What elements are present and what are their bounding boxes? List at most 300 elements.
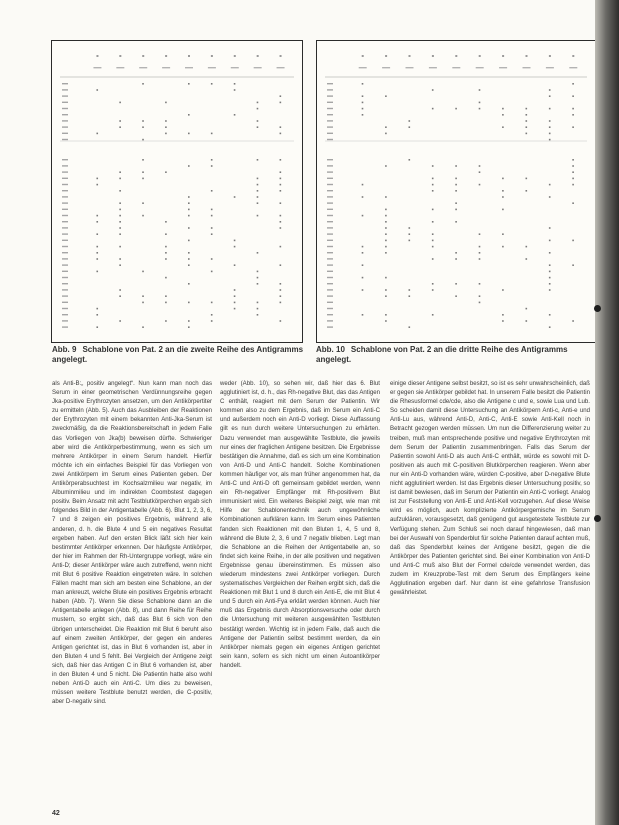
- row-label-mark: [327, 271, 333, 272]
- antigen-mark: [432, 240, 434, 242]
- antigen-mark: [362, 102, 364, 104]
- antigen-mark: [526, 114, 528, 116]
- antigen-mark: [96, 246, 98, 248]
- antigen-mark: [572, 171, 574, 173]
- antigen-mark: [432, 209, 434, 211]
- row-label-mark: [62, 165, 68, 166]
- antigen-mark: [96, 308, 98, 310]
- antigen-mark: [165, 233, 167, 235]
- antigen-mark: [549, 283, 551, 285]
- antigram-template-figure-10: [316, 40, 596, 343]
- antigen-mark: [455, 202, 457, 204]
- antigen-mark: [257, 159, 259, 161]
- antigen-mark: [188, 215, 190, 217]
- antigen-mark: [385, 95, 387, 97]
- antigen-mark: [409, 126, 411, 128]
- antigen-mark: [572, 108, 574, 110]
- antigen-mark: [549, 314, 551, 316]
- antigram-table-figure-10: [317, 41, 595, 342]
- figure-9-label: Abb. 9: [52, 345, 77, 354]
- antigen-mark: [96, 314, 98, 316]
- row-label-mark: [327, 314, 333, 315]
- row-label-mark: [327, 227, 333, 228]
- column-header-mark: [432, 55, 434, 57]
- antigen-mark: [526, 308, 528, 310]
- antigen-mark: [432, 108, 434, 110]
- row-label-mark: [327, 133, 333, 134]
- antigen-mark: [385, 133, 387, 135]
- column-header-mark: [455, 55, 457, 57]
- antigen-mark: [385, 295, 387, 297]
- row-label-mark: [62, 271, 68, 272]
- antigen-mark: [165, 120, 167, 122]
- antigen-mark: [119, 126, 121, 128]
- antigen-mark: [409, 159, 411, 161]
- antigen-mark: [385, 196, 387, 198]
- antigen-mark: [385, 289, 387, 291]
- row-label-mark: [62, 227, 68, 228]
- antigen-mark: [549, 139, 551, 141]
- antigen-mark: [479, 171, 481, 173]
- column-header-mark: [409, 55, 411, 57]
- page-number: 42: [52, 810, 60, 817]
- antigen-mark: [142, 126, 144, 128]
- antigen-mark: [479, 302, 481, 304]
- antigen-mark: [165, 171, 167, 173]
- antigen-mark: [211, 227, 213, 229]
- antigen-mark: [188, 320, 190, 322]
- antigen-mark: [119, 320, 121, 322]
- antigen-mark: [409, 120, 411, 122]
- antigen-mark: [257, 283, 259, 285]
- antigen-mark: [526, 108, 528, 110]
- antigen-mark: [572, 202, 574, 204]
- antigen-mark: [455, 295, 457, 297]
- antigen-mark: [572, 83, 574, 85]
- antigen-mark: [96, 89, 98, 91]
- row-label-mark: [327, 233, 333, 234]
- row-label-mark: [327, 302, 333, 303]
- antigen-mark: [280, 126, 282, 128]
- antigen-mark: [362, 108, 364, 110]
- page-binding-edge: [595, 0, 619, 825]
- antigen-mark: [409, 295, 411, 297]
- antigen-mark: [572, 240, 574, 242]
- antigen-mark: [280, 215, 282, 217]
- antigen-mark: [549, 252, 551, 254]
- antigen-mark: [280, 178, 282, 180]
- antigen-mark: [526, 120, 528, 122]
- antigen-mark: [119, 289, 121, 291]
- antigen-mark: [96, 215, 98, 217]
- antigen-mark: [362, 184, 364, 186]
- antigen-mark: [432, 178, 434, 180]
- antigen-mark: [479, 184, 481, 186]
- antigen-mark: [188, 326, 190, 328]
- column-header-mark: [526, 55, 528, 57]
- antigen-mark: [257, 271, 259, 273]
- antigen-mark: [257, 277, 259, 279]
- row-label-mark: [327, 295, 333, 296]
- column-header-mark: [96, 55, 98, 57]
- antigen-mark: [572, 184, 574, 186]
- column-header-mark: [502, 55, 504, 57]
- antigen-mark: [234, 83, 236, 85]
- antigen-mark: [549, 271, 551, 273]
- antigen-mark: [165, 258, 167, 260]
- antigen-mark: [165, 302, 167, 304]
- antigen-mark: [257, 196, 259, 198]
- row-label-mark: [327, 114, 333, 115]
- antigen-mark: [549, 264, 551, 266]
- binding-hole-mark: [594, 515, 601, 522]
- antigen-mark: [455, 283, 457, 285]
- antigen-mark: [188, 202, 190, 204]
- antigen-mark: [409, 227, 411, 229]
- row-label-mark: [327, 240, 333, 241]
- column-header-mark: [257, 55, 259, 57]
- antigen-mark: [385, 227, 387, 229]
- antigen-mark: [142, 178, 144, 180]
- antigen-mark: [257, 178, 259, 180]
- antigen-mark: [455, 209, 457, 211]
- antigen-mark: [432, 314, 434, 316]
- row-label-mark: [327, 277, 333, 278]
- row-label-mark: [62, 221, 68, 222]
- row-label-mark: [62, 233, 68, 234]
- antigen-mark: [502, 114, 504, 116]
- row-label-mark: [62, 302, 68, 303]
- antigen-mark: [526, 246, 528, 248]
- antigen-mark: [455, 190, 457, 192]
- row-label-mark: [62, 139, 68, 140]
- antigen-mark: [280, 227, 282, 229]
- antigen-mark: [257, 102, 259, 104]
- row-label-mark: [62, 240, 68, 241]
- row-label-mark: [62, 295, 68, 296]
- antigen-mark: [96, 326, 98, 328]
- antigen-mark: [211, 320, 213, 322]
- antigen-mark: [188, 264, 190, 266]
- body-text-column-1-paragraph: als Anti-B:„ positiv angelegt“. Nun kann man noch das Serum in einer geometrischen Verdünnungsreihe gegen Jka-positive Erythrozyten ansetzen, um den Antikörpertiter zu ermitteln (Abb. 5). Auch das Ausbleiben der Reaktionen der Erythrozyten mit einem bekannten Anti-Jka-Serum ist zweckmäßig, da die Reaktionsbereitschaft in jedem Falle das Vorliegen von Jka(b) beweisen dürfte. Schwieriger aber wird die Antikörperbestimmung, wenn es sich um mehrere Antikörper in einem Serum handelt. Hierfür möchte ich ein einfaches Beispiel für das Vorliegen von zwei Antikörpern im Serum eines Patienten geben. Der Antikörperabsuchtest im Kochsalzmilieu war negativ, im Albuminmilieu und im indirekten Coombstest dagegen positiv. Beim Ansatz mit acht Testblutkörperchen ergab sich folgendes Bild in der Antigentabelle (Abb. 6). Blut 1, 2, 3, 6, 7 und 8 zeigen ein positives Ergebnis, während alle anderen, d. h. die Blute 4 und 5 ein negatives Resultat ergeben haben. Auf den ersten Blick läßt sich hier kein bestimmter Antikörper erkennen. Der häufigste Antikörper, der hier im Rahmen der Rh-Untergruppe vorliegt, wäre ein Anti-D; dieser Antikörper wäre auch zutreffend, wenn nicht mit Blut 6 positive Reaktion eingetreten wäre. In solchen Fällen macht man sich am besten eine Schablone, an der man ankreuzt, welche Blute ein positives Ergebnis erbracht haben (Abb. 7). Wenn Sie diese Schablone dann an die Antigentabelle anlegen (Abb. 8), und dann Reihe für Reihe mustern, so ergibt sich, daß das Blut 6 sich von den übrigen unterscheidet. Die Reaktion mit Blut 6 beruht also auf einem zweiten Antikörper, der gegen ein anderes Antigen gerichtet ist, das in Blut 6 vorhanden ist, aber in den Bluten 4 und 5 fehlt. Bei Vergleich der Antigene zeigt sich, daß hier das Antigen C in Blut 6 vorhanden ist, aber in den Bluten 4 und 5 nicht. Die Patientin hatte also wohl neben Anti-D auch ein Anti-C. Um dies zu beweisen, müssen weitere Testblute benutzt werden, die C-positiv, aber D-negativ sind.: [52, 380, 212, 706]
- antigen-mark: [455, 252, 457, 254]
- antigen-mark: [362, 277, 364, 279]
- antigen-mark: [211, 215, 213, 217]
- row-label-mark: [62, 264, 68, 265]
- row-label-mark: [327, 320, 333, 321]
- row-label-mark: [327, 159, 333, 160]
- antigen-mark: [96, 271, 98, 273]
- antigen-mark: [549, 120, 551, 122]
- row-label-mark: [327, 165, 333, 166]
- figure-9-caption-text: Schablone von Pat. 2 an die zweite Reihe des Antigramms angelegt.: [52, 345, 304, 364]
- row-label-mark: [327, 246, 333, 247]
- antigen-mark: [165, 246, 167, 248]
- row-label-mark: [62, 159, 68, 160]
- antigen-mark: [549, 289, 551, 291]
- antigen-mark: [280, 95, 282, 97]
- antigen-mark: [188, 133, 190, 135]
- column-header-mark: [499, 67, 507, 68]
- row-label-mark: [62, 190, 68, 191]
- row-label-mark: [327, 171, 333, 172]
- antigen-mark: [142, 295, 144, 297]
- antigen-mark: [211, 233, 213, 235]
- row-label-mark: [327, 283, 333, 284]
- antigen-mark: [119, 178, 121, 180]
- antigen-mark: [211, 271, 213, 273]
- row-label-mark: [62, 277, 68, 278]
- antigen-mark: [142, 171, 144, 173]
- antigen-mark: [211, 314, 213, 316]
- antigen-mark: [502, 289, 504, 291]
- antigen-mark: [234, 246, 236, 248]
- antigen-mark: [211, 133, 213, 135]
- antigen-mark: [280, 295, 282, 297]
- row-label-mark: [327, 308, 333, 309]
- antigen-mark: [280, 171, 282, 173]
- antigen-mark: [188, 302, 190, 304]
- antigen-mark: [432, 283, 434, 285]
- antigen-mark: [432, 184, 434, 186]
- antigen-mark: [234, 264, 236, 266]
- figure-10-caption: [316, 345, 596, 365]
- antigen-mark: [119, 120, 121, 122]
- antigen-mark: [385, 221, 387, 223]
- binding-hole-mark: [594, 305, 601, 312]
- antigen-mark: [119, 190, 121, 192]
- antigen-mark: [549, 108, 551, 110]
- column-header-mark: [119, 55, 121, 57]
- antigen-mark: [211, 165, 213, 167]
- antigen-mark: [257, 314, 259, 316]
- antigen-mark: [572, 264, 574, 266]
- column-header-mark: [385, 55, 387, 57]
- row-label-mark: [327, 326, 333, 327]
- row-label-mark: [327, 221, 333, 222]
- antigen-mark: [549, 89, 551, 91]
- antigen-mark: [234, 308, 236, 310]
- antigen-mark: [572, 165, 574, 167]
- row-label-mark: [62, 108, 68, 109]
- column-header-mark: [165, 55, 167, 57]
- antigen-mark: [257, 308, 259, 310]
- row-label-mark: [327, 139, 333, 140]
- row-label-mark: [327, 209, 333, 210]
- column-header-mark: [572, 55, 574, 57]
- row-label-mark: [327, 120, 333, 121]
- row-label-mark: [327, 289, 333, 290]
- antigen-mark: [455, 165, 457, 167]
- row-label-mark: [327, 215, 333, 216]
- antigen-mark: [142, 139, 144, 141]
- antigen-mark: [572, 126, 574, 128]
- antigen-mark: [96, 184, 98, 186]
- antigen-mark: [119, 264, 121, 266]
- row-label-mark: [62, 289, 68, 290]
- column-header-mark: [479, 55, 481, 57]
- row-label-mark: [327, 190, 333, 191]
- antigen-mark: [142, 120, 144, 122]
- antigen-mark: [526, 133, 528, 135]
- antigen-mark: [280, 221, 282, 223]
- row-label-mark: [62, 283, 68, 284]
- antigen-mark: [409, 289, 411, 291]
- antigen-mark: [280, 133, 282, 135]
- column-header-mark: [208, 67, 216, 68]
- antigen-mark: [211, 258, 213, 260]
- antigram-table-figure-9: [52, 41, 302, 342]
- antigen-mark: [142, 202, 144, 204]
- column-header-mark: [234, 55, 236, 57]
- antigen-mark: [479, 258, 481, 260]
- body-text-column-1: [52, 379, 212, 809]
- antigen-mark: [234, 289, 236, 291]
- antigen-mark: [96, 252, 98, 254]
- figure-10-label: Abb. 10: [316, 345, 345, 354]
- antigen-mark: [549, 184, 551, 186]
- antigen-mark: [362, 95, 364, 97]
- antigen-mark: [362, 196, 364, 198]
- antigen-mark: [234, 295, 236, 297]
- antigen-mark: [549, 326, 551, 328]
- antigen-mark: [385, 277, 387, 279]
- antigen-mark: [385, 320, 387, 322]
- antigen-mark: [362, 215, 364, 217]
- antigen-mark: [502, 108, 504, 110]
- figure-9-caption: [52, 345, 304, 365]
- row-label-mark: [327, 83, 333, 84]
- column-header-mark: [211, 55, 213, 57]
- antigen-mark: [96, 258, 98, 260]
- antigen-mark: [385, 246, 387, 248]
- row-label-mark: [62, 320, 68, 321]
- antigen-mark: [280, 320, 282, 322]
- antigen-mark: [362, 83, 364, 85]
- antigen-mark: [188, 83, 190, 85]
- antigen-mark: [572, 114, 574, 116]
- antigen-mark: [502, 209, 504, 211]
- row-label-mark: [62, 252, 68, 253]
- antigen-mark: [257, 108, 259, 110]
- row-label-mark: [62, 202, 68, 203]
- antigen-mark: [572, 178, 574, 180]
- antigen-mark: [432, 246, 434, 248]
- row-label-mark: [327, 264, 333, 265]
- antigen-mark: [280, 202, 282, 204]
- antigen-mark: [257, 202, 259, 204]
- antigen-mark: [280, 289, 282, 291]
- antigen-mark: [362, 246, 364, 248]
- antigen-mark: [549, 133, 551, 135]
- antigen-mark: [96, 221, 98, 223]
- antigen-mark: [234, 114, 236, 116]
- column-header-mark: [549, 55, 551, 57]
- antigen-mark: [188, 114, 190, 116]
- antigen-mark: [572, 159, 574, 161]
- row-label-mark: [62, 326, 68, 327]
- antigen-mark: [385, 126, 387, 128]
- column-header-mark: [382, 67, 390, 68]
- row-label-mark: [327, 258, 333, 259]
- antigen-mark: [549, 196, 551, 198]
- row-label-mark: [62, 102, 68, 103]
- antigen-mark: [211, 302, 213, 304]
- antigen-mark: [119, 215, 121, 217]
- figure-10-caption-text: Schablone von Pat. 2 an die dritte Reihe des Antigramms angelegt.: [316, 345, 568, 364]
- row-label-mark: [327, 184, 333, 185]
- antigen-mark: [479, 246, 481, 248]
- antigen-mark: [572, 95, 574, 97]
- antigen-mark: [119, 258, 121, 260]
- antigen-mark: [432, 289, 434, 291]
- antigen-mark: [142, 271, 144, 273]
- antigen-mark: [572, 320, 574, 322]
- row-label-mark: [62, 171, 68, 172]
- antigen-mark: [165, 252, 167, 254]
- antigen-mark: [188, 240, 190, 242]
- row-label-mark: [327, 178, 333, 179]
- antigen-mark: [409, 326, 411, 328]
- antigen-mark: [549, 126, 551, 128]
- antigen-mark: [211, 83, 213, 85]
- antigen-mark: [280, 264, 282, 266]
- antigen-mark: [119, 102, 121, 104]
- antigen-mark: [502, 246, 504, 248]
- antigen-mark: [257, 215, 259, 217]
- antigen-mark: [234, 302, 236, 304]
- antigen-mark: [257, 120, 259, 122]
- antigen-mark: [119, 221, 121, 223]
- antigen-mark: [432, 165, 434, 167]
- antigen-mark: [188, 209, 190, 211]
- row-label-mark: [62, 83, 68, 84]
- antigen-mark: [96, 233, 98, 235]
- antigen-mark: [432, 258, 434, 260]
- body-text-column-2: [220, 379, 380, 809]
- antigen-mark: [502, 126, 504, 128]
- antigen-mark: [257, 184, 259, 186]
- row-label-mark: [327, 108, 333, 109]
- antigen-mark: [142, 159, 144, 161]
- antigen-mark: [119, 233, 121, 235]
- column-header-mark: [406, 67, 414, 68]
- antigen-mark: [502, 233, 504, 235]
- antigen-mark: [165, 320, 167, 322]
- row-label-mark: [62, 258, 68, 259]
- antigen-mark: [409, 240, 411, 242]
- row-label-mark: [62, 89, 68, 90]
- row-label-mark: [62, 133, 68, 134]
- column-header-mark: [452, 67, 460, 68]
- antigen-mark: [385, 314, 387, 316]
- row-label-mark: [327, 102, 333, 103]
- column-header-mark: [188, 55, 190, 57]
- antigen-mark: [119, 171, 121, 173]
- antigen-mark: [188, 196, 190, 198]
- column-header-mark: [523, 67, 531, 68]
- antigen-mark: [479, 283, 481, 285]
- column-header-mark: [142, 55, 144, 57]
- antigen-mark: [502, 190, 504, 192]
- antigen-mark: [188, 227, 190, 229]
- antigen-mark: [165, 126, 167, 128]
- antigen-mark: [526, 178, 528, 180]
- antigen-mark: [165, 133, 167, 135]
- antigen-mark: [234, 196, 236, 198]
- column-header-mark: [359, 67, 367, 68]
- antigen-mark: [502, 196, 504, 198]
